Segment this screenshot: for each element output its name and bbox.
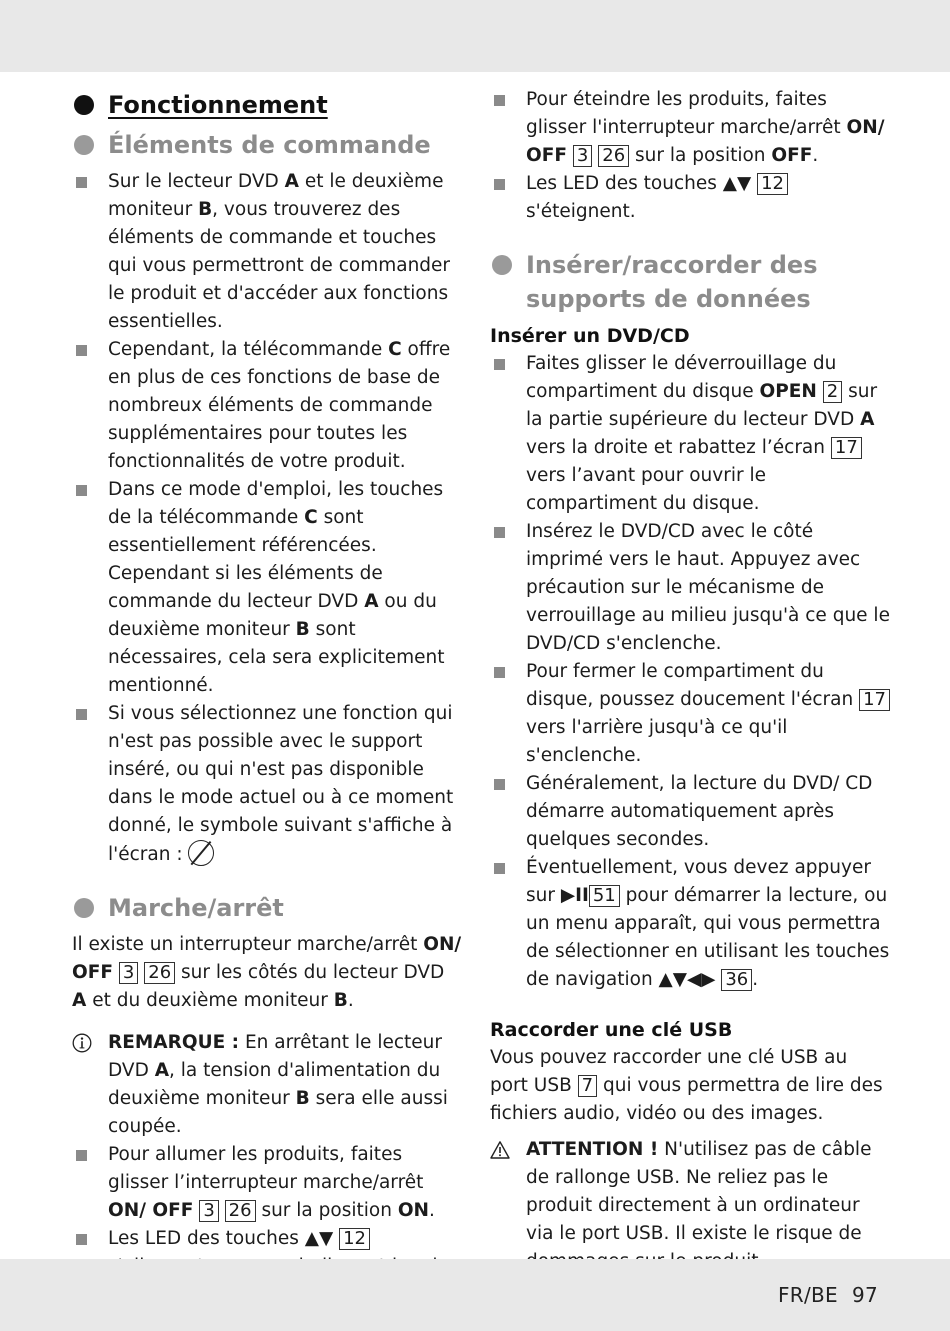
ref-box: 26 bbox=[598, 145, 629, 167]
list-item: Les LED des touches ▲▼ 12 bbox=[72, 1225, 464, 1309]
list-item: Dans ce mode d'emploi, les touches de la télécommande C sont essentiellement référencées. Cependant si les éléments de commande du lecteur DVD A ou du deuxième moniteur B sont nécessaires, cela sera explicitement mentionné. bbox=[72, 476, 464, 700]
language-code: FR/BE bbox=[777, 1283, 838, 1307]
list-item: Pour allumer les produits, faites glisser l’interrupteur marche/arrêt ON/ OFF 3 26 sur la position ON. bbox=[72, 1141, 464, 1225]
attention-note: ATTENTION ! N'utilisez pas de câble de rallonge USB. Ne reliez pas le produit directement à un ordinateur via le port USB. Il existe le risque de bbox=[490, 1136, 890, 1276]
list-item: Faites glisser le déverrouillage du compartiment du disque OPEN 2 sur la partie supérieure du lecteur DVD A vers la droite et rabattez l’écran 17 vers l’avant pour ouvrir le compartiment du disque. bbox=[490, 350, 890, 518]
heading-inserer-raccorder: Insérer/raccorder des supports de données bbox=[490, 248, 890, 316]
list-item: Insérez le DVD/CD avec le côté imprimé vers le haut. Appuyez avec précaution sur le mécanisme de verrouillage au milieu jusqu'à ce que le DVD/CD s'enclenche. bbox=[490, 518, 890, 658]
bullet-dot-icon bbox=[74, 95, 94, 115]
heading-marche-arret: Marche/arrêt bbox=[72, 891, 464, 925]
ref-box: 12 bbox=[757, 173, 788, 195]
list-item: Éventuellement, vous devez appuyer sur ▶II 51 pour démarrer la lecture, ou un menu apparaît, qui vous permettra de sélectionner en utilisant les touches de navigation ▲▼◀▶ 36 . bbox=[490, 854, 890, 994]
bullet-dot-icon bbox=[74, 135, 94, 155]
bullet-dot-icon bbox=[74, 898, 94, 918]
list-item: Sur le lecteur DVD A et le deuxième moniteur B, vous trouverez des éléments de commande et touches qui vous permettront de commander le produit et d'accéder aux fonctions essentielles. bbox=[72, 168, 464, 336]
ref-box: 51 bbox=[589, 885, 620, 907]
ref-box: 3 bbox=[119, 962, 138, 984]
marche-paragraph: Il existe un interrupteur marche/arrêt ON/ OFF 3 26 sur les côtés du lecteur DVD A et du deuxième moniteur B. bbox=[72, 934, 462, 1011]
list-item: Généralement, la lecture du DVD/ CD démarre automatiquement après quelques secondes. bbox=[490, 770, 890, 854]
ref-box: 3 bbox=[199, 1200, 218, 1222]
subheading-inserer-dvd: Insérer un DVD/CD bbox=[490, 325, 690, 347]
list-item: Pour éteindre les produits, faites glisser l'interrupteur marche/arrêt ON/ OFF 3 26 sur la position OFF. bbox=[490, 86, 890, 170]
play-pause-icon: ▶II bbox=[560, 885, 589, 906]
list-item: Pour fermer le compartiment du disque, poussez doucement l'écran 17 vers l'arrière jusqu'à ce qu'il s'enclenche. bbox=[490, 658, 890, 770]
list-item: Si vous sélectionnez une fonction qui n'est pas possible avec le support inséré, ou qui n'est pas disponible dans le mode actuel ou à ce moment donné, le symbole suivant s'affiche à l'écran : bbox=[72, 700, 464, 869]
list-item: Les LED des touches ▲▼ 12 s'éteignent. bbox=[490, 170, 890, 226]
ref-box: 17 bbox=[859, 689, 890, 711]
page-number: 97 bbox=[851, 1283, 878, 1307]
bullet-dot-icon bbox=[492, 255, 512, 275]
off-list bbox=[490, 86, 890, 226]
ref-box: 26 bbox=[144, 962, 175, 984]
page-footer bbox=[778, 1283, 878, 1307]
list-item: Cependant, la télécommande C offre en plus de ces fonctions de base de nombreux éléments de commande supplémentaires pour toutes les fonctionnalités de votre produit. bbox=[72, 336, 464, 476]
ref-box: 17 bbox=[831, 437, 862, 459]
right-column bbox=[490, 86, 890, 1276]
elements-list bbox=[72, 168, 464, 869]
no-entry-icon bbox=[188, 840, 214, 866]
ref-box: 36 bbox=[721, 969, 752, 991]
ref-box: 12 bbox=[339, 1228, 370, 1250]
usb-paragraph: Vous pouvez raccorder une clé USB au port USB 7 qui vous permettra de lire des fichiers audio, vidéo ou des images. bbox=[490, 1047, 883, 1124]
top-band bbox=[0, 0, 950, 72]
warning-icon bbox=[490, 1140, 510, 1160]
remarque-note: REMARQUE : En arrêtant le lecteur DVD A, la tension d'alimentation du deuxième moniteur B sera elle aussi coupée. bbox=[72, 1029, 464, 1141]
ref-box: 3 bbox=[573, 145, 592, 167]
ref-box: 2 bbox=[823, 381, 842, 403]
dvd-list bbox=[490, 350, 890, 994]
ref-box: 7 bbox=[578, 1075, 597, 1097]
subheading-raccorder-usb: Raccorder une clé USB bbox=[490, 1019, 733, 1041]
info-icon bbox=[72, 1033, 92, 1053]
left-column bbox=[72, 86, 464, 1309]
heading-fonctionnement: Fonctionnement bbox=[72, 90, 464, 120]
ref-box: 26 bbox=[225, 1200, 256, 1222]
heading-elements-de-commande: Éléments de commande bbox=[72, 128, 464, 162]
